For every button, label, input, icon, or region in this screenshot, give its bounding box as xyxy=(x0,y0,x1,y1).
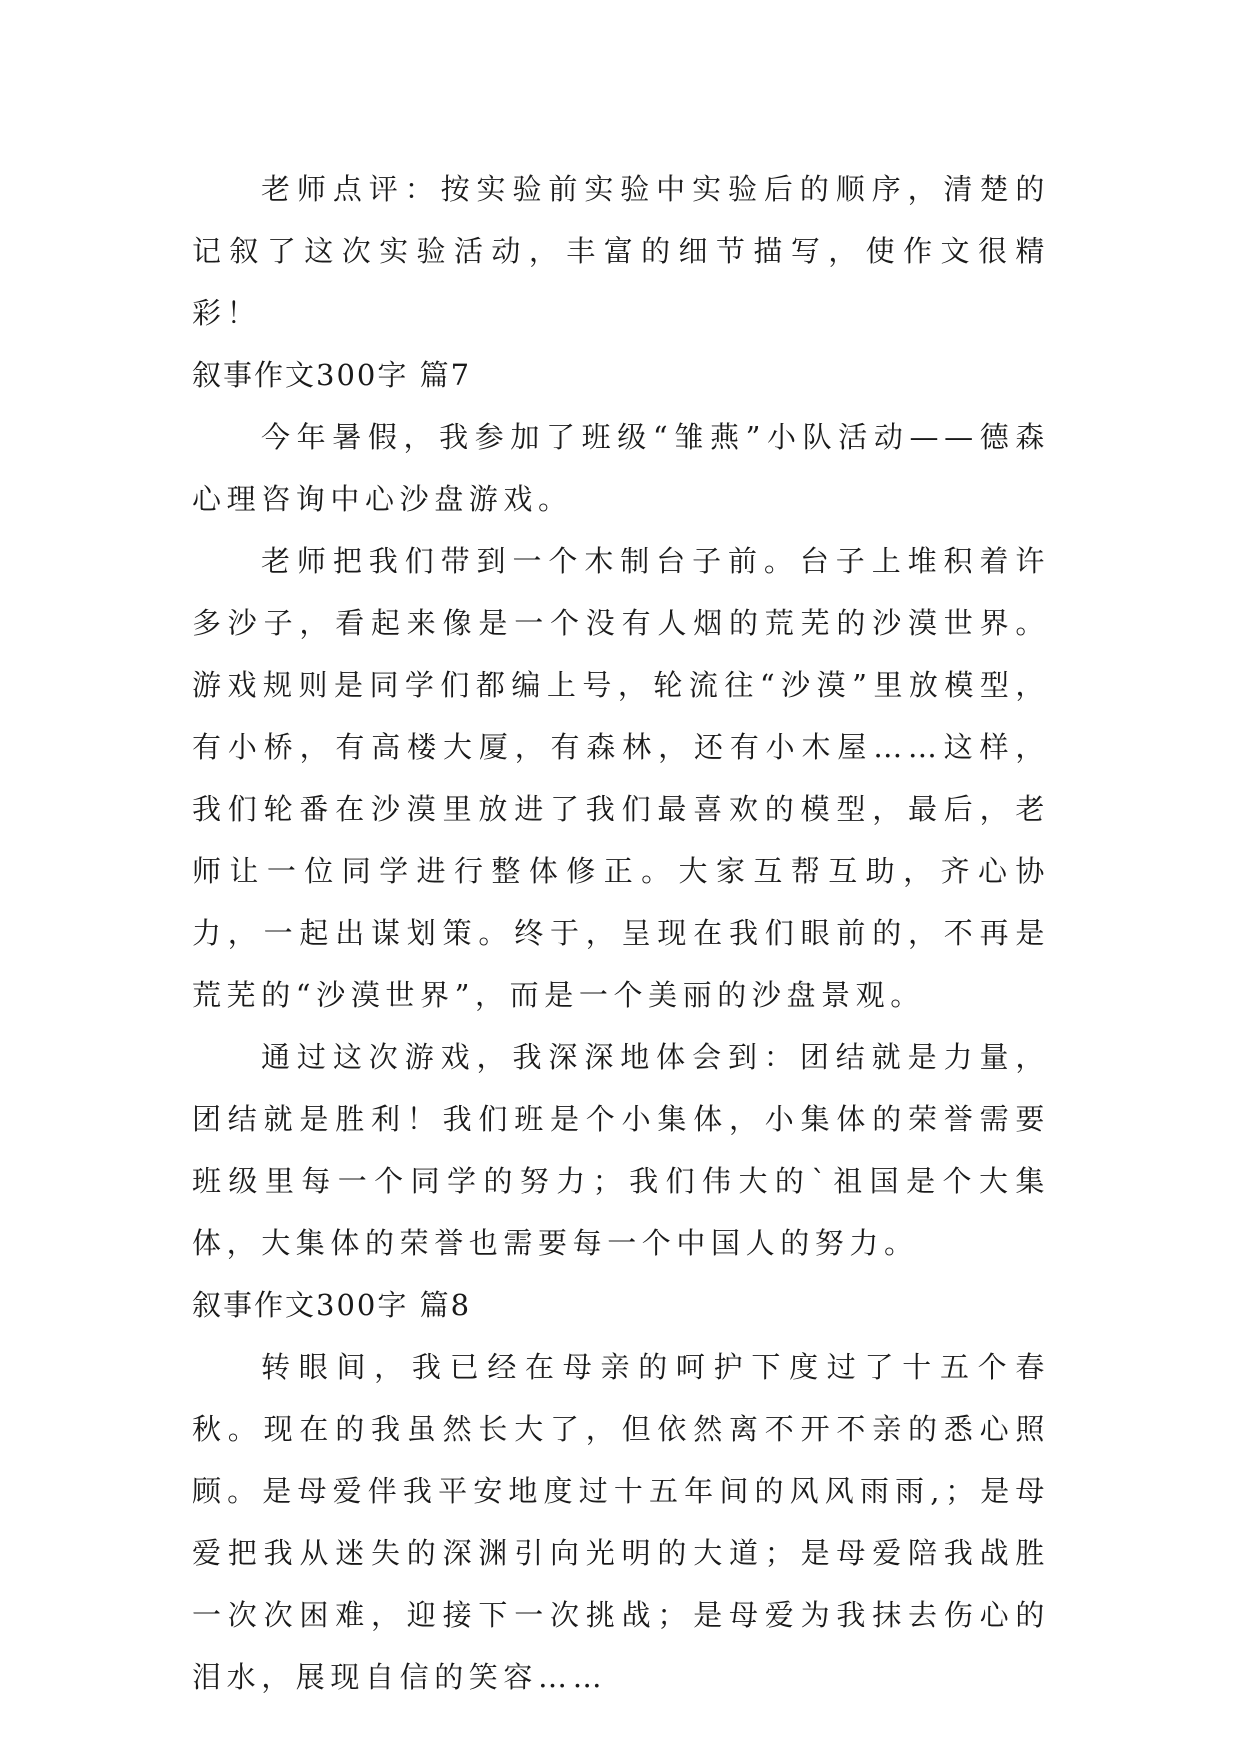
essay-7-paragraph-2: 老师把我们带到一个木制台子前。台子上堆积着许多沙子，看起来像是一个没有人烟的荒芜的沙漠世界。游戏规则是同学们都编上号，轮流往“沙漠”里放模型，有小桥，有高楼大厦，有森林，还有小木屋……这样，我们轮番在沙漠里放进了我们最喜欢的模型，最后，老师让一位同学进行整体修正。大家互帮互助，齐心协力，一起出谋划策。终于，呈现在我们眼前的，不再是荒芜的“沙漠世界”，而是一个美丽的沙盘景观。 xyxy=(192,544,1050,1012)
essay-7-paragraph-1: 今年暑假，我参加了班级“雏燕”小队活动——德森心理咨询中心沙盘游戏。 xyxy=(192,420,1050,516)
document-body xyxy=(192,158,1050,1708)
essay-7-paragraph-3: 通过这次游戏，我深深地体会到：团结就是力量，团结就是胜利！我们班是个小集体，小集体的荣誉需要班级里每一个同学的努力；我们伟大的`祖国是个大集体，大集体的荣誉也需要每一个中国人的努力。 xyxy=(192,1040,1050,1260)
essay-7-heading: 叙事作文300字 篇7 xyxy=(192,358,472,392)
essay-8-heading: 叙事作文300字 篇8 xyxy=(192,1288,472,1322)
teacher-comment-paragraph: 老师点评：按实验前实验中实验后的顺序，清楚的记叙了这次实验活动，丰富的细节描写，使作文很精彩！ xyxy=(192,172,1050,330)
essay-8-paragraph-1: 转眼间，我已经在母亲的呵护下度过了十五个春秋。现在的我虽然长大了，但依然离不开不亲的悉心照顾。是母爱伴我平安地度过十五年间的风风雨雨,；是母爱把我从迷失的深渊引向光明的大道；是母爱陪我战胜一次次困难，迎接下一次挑战；是母爱为我抹去伤心的泪水，展现自信的笑容…… xyxy=(192,1350,1050,1694)
